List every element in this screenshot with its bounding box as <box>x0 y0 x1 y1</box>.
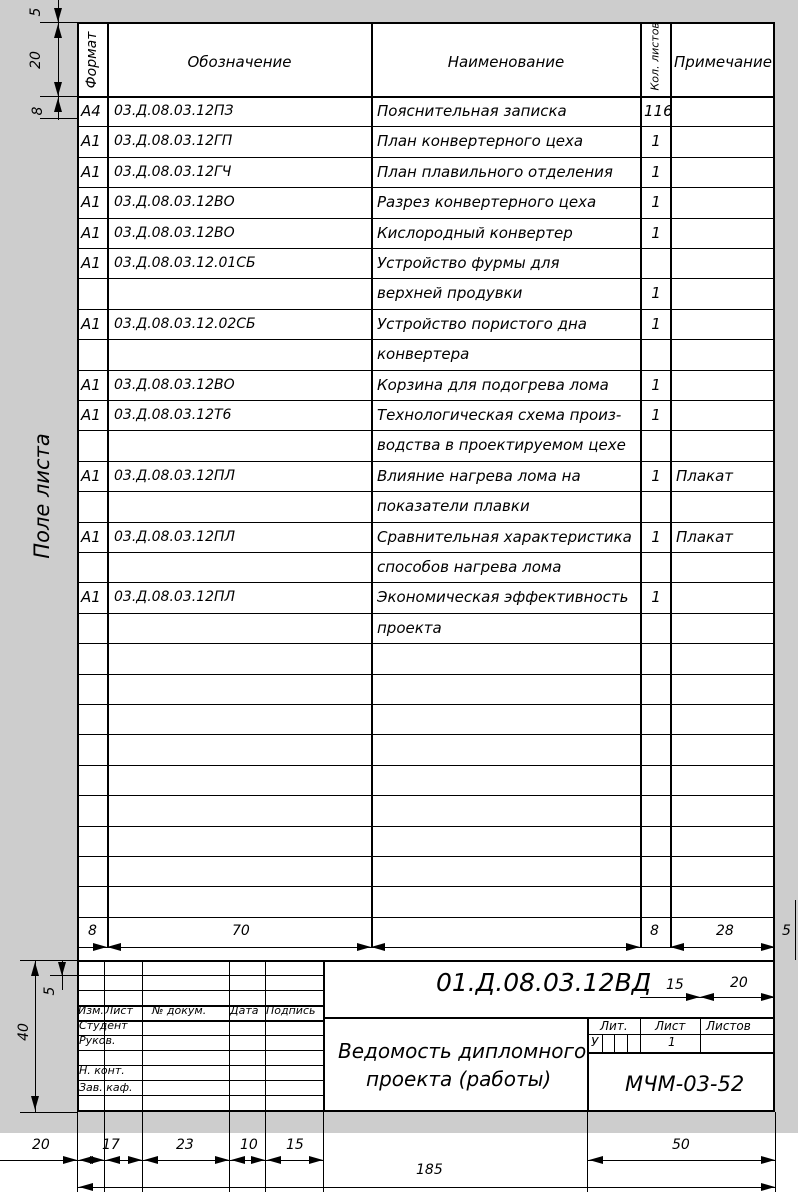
row-designation: 03.Д.08.03.12.01СБ <box>114 255 256 271</box>
dim-line-50 <box>587 1160 775 1161</box>
dim-ext-bottom <box>587 1112 588 1192</box>
arrow-tb5 <box>58 962 66 976</box>
row-format: А1 <box>81 193 101 211</box>
dim-right-5: 5 <box>782 923 791 939</box>
row-designation: 03.Д.08.03.12.02СБ <box>114 316 256 332</box>
row-format: А1 <box>81 528 101 546</box>
dim-bottom-20: 20 <box>32 1137 50 1153</box>
row-note: Плакат <box>676 528 734 546</box>
row-divider <box>77 917 775 918</box>
dim-tb-5: 5 <box>42 986 58 996</box>
column-divider <box>670 22 672 948</box>
row-designation: 03.Д.08.03.12ВО <box>114 194 235 210</box>
lit-value: У <box>591 1035 599 1049</box>
row-sheets: 1 <box>651 193 661 211</box>
doc-code: 01.Д.08.03.12ВД <box>436 968 652 997</box>
tb-row-divider <box>77 975 323 976</box>
row-name: показатели плавки <box>377 497 530 515</box>
tb-role-label: Н. конт. <box>79 1064 125 1077</box>
row-divider <box>77 643 775 644</box>
tb-lit-row <box>587 1034 775 1035</box>
tb-row-divider <box>77 1050 323 1051</box>
arrow-row8 <box>54 98 62 112</box>
tb-column-divider <box>229 960 230 1112</box>
row-sheets: 1 <box>651 376 661 394</box>
row-divider <box>77 856 775 857</box>
row-name: План конвертерного цеха <box>377 132 584 150</box>
tb-role-label: Руков. <box>79 1034 116 1047</box>
header-sheets <box>648 22 662 91</box>
dim-ext-bottom <box>775 1112 776 1192</box>
row-name: Разрез конвертерного цеха <box>377 193 597 211</box>
arrow-bottom <box>128 1156 142 1164</box>
tb-lit-cell <box>614 1034 615 1052</box>
tb-main-divider <box>323 960 325 1112</box>
dim-line-tb40 <box>35 960 36 1112</box>
row-name: Пояснительная записка <box>377 102 567 120</box>
row-name: Сравнительная характеристика <box>377 528 632 546</box>
row-name: водства в проектируемом цехе <box>377 436 626 454</box>
dim-tb-40: 40 <box>16 1023 32 1041</box>
dim-b-15: 15 <box>286 1137 304 1153</box>
arrow-bottom <box>106 1156 120 1164</box>
row-designation: 03.Д.08.03.12ГЧ <box>114 164 232 180</box>
row-designation: 03.Д.08.03.12ГП <box>114 133 233 149</box>
row-sheets: 1 <box>651 467 661 485</box>
row-format: А1 <box>81 376 101 394</box>
header-name: Наименование <box>447 53 565 71</box>
arrow-bottom <box>231 1156 245 1164</box>
row-sheets: 1 <box>651 315 661 333</box>
row-designation: 03.Д.08.03.12ВО <box>114 377 235 393</box>
dim-ext <box>20 960 77 961</box>
arrow-h20-top <box>54 24 62 38</box>
tb-column-divider <box>142 960 143 1112</box>
dim-tb-15: 15 <box>666 977 684 993</box>
dim-ext-bottom <box>265 1112 266 1192</box>
row-sheets: 1 <box>651 528 661 546</box>
dim-b-17: 17 <box>102 1137 120 1153</box>
tb-lit-cell <box>627 1034 628 1052</box>
column-divider <box>371 22 373 948</box>
dim-line-185 <box>77 1187 775 1188</box>
arrow-bottom <box>215 1156 229 1164</box>
row-name: конвертера <box>377 345 470 363</box>
row-designation: 03.Д.08.03.12Т6 <box>114 407 232 423</box>
row-format: А1 <box>81 163 101 181</box>
arrow-col <box>357 943 371 951</box>
field-label: Поле листа <box>30 433 54 559</box>
dim-b-23: 23 <box>176 1137 194 1153</box>
dim-top-5: 5 <box>28 7 44 17</box>
row-format: А1 <box>81 132 101 150</box>
dim-ext-bottom <box>142 1112 143 1192</box>
arrow-20 <box>700 993 714 1001</box>
dim-ext <box>20 1112 77 1113</box>
title-line-1: Ведомость дипломного <box>338 1039 587 1063</box>
row-name: способов нагрева лома <box>377 558 562 576</box>
row-name: Технологическая схема произ- <box>377 406 622 424</box>
header-note: Примечание <box>674 53 772 71</box>
arrow-col <box>371 943 385 951</box>
row-divider <box>77 734 775 735</box>
dim-tb-20: 20 <box>730 975 748 991</box>
row-format: А1 <box>81 254 101 272</box>
row-format: А4 <box>81 102 101 120</box>
row-designation: 03.Д.08.03.12ПЛ <box>114 468 236 484</box>
dim-ext <box>795 900 796 960</box>
arrow-col <box>93 943 107 951</box>
tb-column-label: Подпись <box>266 1004 316 1017</box>
arrow-bottom <box>251 1156 265 1164</box>
dim-row-8: 8 <box>30 106 46 116</box>
sheet-value: 1 <box>668 1035 676 1049</box>
tb-lit-cell <box>602 1034 603 1052</box>
row-sheets: 116 <box>644 102 673 120</box>
tb-lit-col <box>640 1017 641 1052</box>
header-format: Формат <box>84 31 100 89</box>
arrow-bottom <box>90 1156 104 1164</box>
dim-ext-bottom <box>104 1112 105 1192</box>
row-sheets: 1 <box>651 284 661 302</box>
tb-row-divider <box>77 990 323 991</box>
arrow-tb40-top <box>31 962 39 976</box>
tb-role-label: Зав. каф. <box>79 1081 133 1094</box>
arrow-h20-bottom <box>54 82 62 96</box>
tb-role-label: Студент <box>79 1019 128 1032</box>
dim-ext <box>40 118 77 119</box>
row-name: Корзина для подогрева лома <box>377 376 609 394</box>
row-name: Устройство пористого дна <box>377 315 587 333</box>
row-format: А1 <box>81 588 101 606</box>
row-name: Влияние нагрева лома на <box>377 467 581 485</box>
row-divider <box>77 704 775 705</box>
arrow-tb40-bottom <box>31 1096 39 1110</box>
row-name: Устройство фурмы для <box>377 254 560 272</box>
row-sheets: 1 <box>651 224 661 242</box>
row-sheets: 1 <box>651 406 661 424</box>
dim-ext <box>40 22 77 23</box>
dim-ext-bottom <box>77 1112 78 1192</box>
title-block-top-border <box>77 960 775 962</box>
row-divider <box>77 674 775 675</box>
sheets-label: Листов <box>706 1019 751 1033</box>
dim-b-185: 185 <box>416 1162 443 1178</box>
arrow-bottom <box>63 1156 77 1164</box>
dim-ext <box>40 96 77 97</box>
arrow-bottom <box>267 1156 281 1164</box>
title-line-2: проекта (работы) <box>366 1067 552 1091</box>
row-name: Экономическая эффективность <box>377 588 629 606</box>
header-sheets-text: Кол. листов <box>648 22 662 91</box>
arrow-col <box>626 943 640 951</box>
dim-header-20: 20 <box>28 51 44 69</box>
arrow-185 <box>761 1183 775 1191</box>
row-format: А1 <box>81 224 101 242</box>
row-name: Кислородный конвертер <box>377 224 573 242</box>
dim-b-10: 10 <box>240 1137 258 1153</box>
arrow-top-5 <box>54 8 62 22</box>
row-sheets: 1 <box>651 163 661 181</box>
dim-b-50: 50 <box>672 1137 690 1153</box>
arrow-bottom <box>589 1156 603 1164</box>
tb-column-label: Дата <box>230 1004 259 1017</box>
lit-label: Лит. <box>600 1019 628 1033</box>
row-format: А1 <box>81 406 101 424</box>
tb-lit-divider <box>587 1017 589 1112</box>
tb-row-divider <box>77 1095 323 1096</box>
dim-ext-bottom <box>323 1112 324 1192</box>
row-name: верхней продувки <box>377 284 523 302</box>
row-name: проекта <box>377 619 442 637</box>
arrow-col <box>107 943 121 951</box>
row-designation: 03.Д.08.03.12ПЗ <box>114 103 234 119</box>
row-format: А1 <box>81 315 101 333</box>
dim-col-note: 28 <box>716 923 734 939</box>
arrow-20 <box>761 993 775 1001</box>
sheet-label: Лист <box>655 1019 686 1033</box>
row-sheets: 1 <box>651 588 661 606</box>
column-divider <box>107 22 109 948</box>
tb-column-label: № докум. <box>152 1004 207 1017</box>
row-designation: 03.Д.08.03.12ВО <box>114 225 235 241</box>
row-designation: 03.Д.08.03.12ПЛ <box>114 529 236 545</box>
row-divider <box>77 795 775 796</box>
dim-col-format: 8 <box>88 923 97 939</box>
row-divider <box>77 765 775 766</box>
arrow-bottom <box>761 1156 775 1164</box>
tb-lit-bottom <box>587 1052 775 1054</box>
dim-col-sheets: 8 <box>650 923 659 939</box>
header-designation: Обозначение <box>187 53 292 71</box>
arrow-bottom <box>309 1156 323 1164</box>
row-sheets: 1 <box>651 132 661 150</box>
row-name: План плавильного отделения <box>377 163 613 181</box>
arrow-15 <box>686 993 700 1001</box>
row-divider <box>77 886 775 887</box>
tb-column-label: Изм. <box>78 1004 104 1017</box>
tb-column-label: Лист <box>105 1004 133 1017</box>
row-designation: 03.Д.08.03.12ПЛ <box>114 589 236 605</box>
dim-col-designation: 70 <box>232 923 250 939</box>
org-code: МЧМ-03-52 <box>625 1072 745 1096</box>
arrow-bottom <box>144 1156 158 1164</box>
dim-ext-bottom <box>229 1112 230 1192</box>
row-format: А1 <box>81 467 101 485</box>
arrow-185 <box>79 1183 93 1191</box>
row-note: Плакат <box>676 467 734 485</box>
tb-column-divider <box>265 960 266 1112</box>
arrow-col <box>761 943 775 951</box>
tb-sheet-col <box>700 1017 701 1052</box>
column-divider <box>640 22 642 948</box>
row-divider <box>77 826 775 827</box>
arrow-col <box>670 943 684 951</box>
